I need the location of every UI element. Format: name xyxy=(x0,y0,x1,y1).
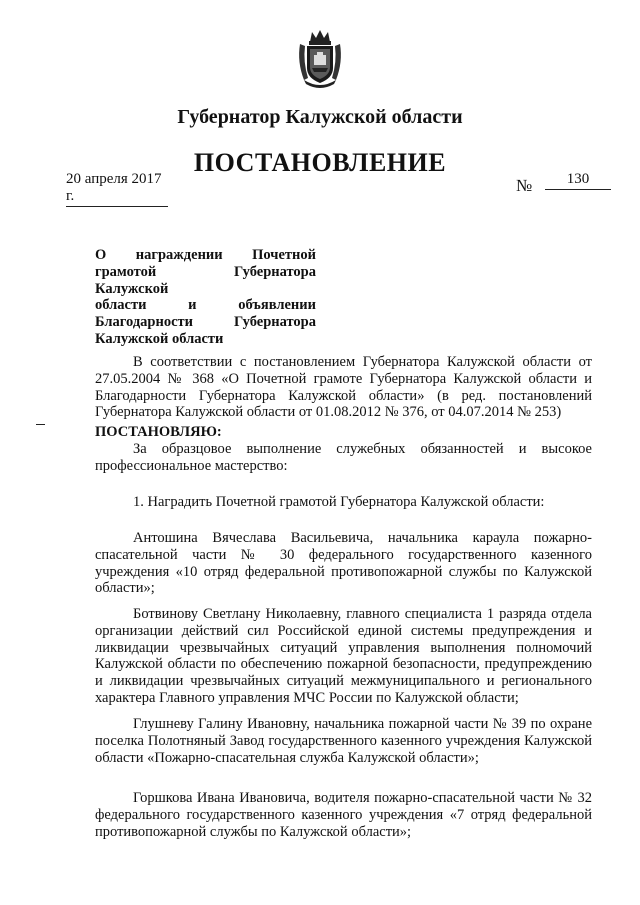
document-date: 20 апреля 2017 г. xyxy=(66,171,168,207)
awardee-paragraph: Глушневу Галину Ивановну, начальника пожарной части № 39 по охране поселка Полотняный Завод государственного казенного учреждения Калужской области «Пожарно-спасательная служба Калужской области»; xyxy=(95,716,592,766)
decree-word: ПОСТАНОВЛЯЮ: xyxy=(95,424,222,440)
coat-of-arms-icon xyxy=(296,28,344,90)
awardee-paragraph: Горшкова Ивана Ивановича, водителя пожарно-спасательной части № 32 федерального государственного казенного учреждения «7 отряд федеральной противопожарной службы по Калужской области»; xyxy=(95,790,592,840)
awardee-paragraph: Ботвинову Светлану Николаевну, главного специалиста 1 разряда отдела организации действий сил Российской единой системы предупреждения и ликвидации чрезвычайных ситуаций управления выполнения полномочий Калужской области по обеспечению пожарной безопасности, предупреждению и ликвидации чрезвычайных ситуаций межмуниципального и регионального характера Главного управления МЧС России по Калужской области; xyxy=(95,606,592,706)
subject-line: Калужской области xyxy=(95,330,224,347)
governor-title: Губернатор Калужской области xyxy=(177,106,463,128)
document-type-title: ПОСТАНОВЛЕНИЕ xyxy=(193,148,447,177)
subject-line: области и объявлении xyxy=(95,297,316,314)
awardee-paragraph: Антошина Вячеслава Васильевича, начальника караула пожарно-спасательной части № 30 федерального государственного казенного учреждения «10 отряд федеральной противопожарной службы по Калужской области»; xyxy=(95,530,592,597)
subject-line: О награждении Почетной xyxy=(95,247,316,263)
document-subject xyxy=(95,247,316,348)
preamble-paragraph: В соответствии с постановлением Губернатора Калужской области от 27.05.2004 № 368 «О Почетной грамоте Губернатора Калужской области и Благодарности Губернатора Калужской области» (в ред. постановлений Губернатора Калужской области от 01.08.2012 № 376, от 04.07.2014 № 253) xyxy=(95,354,592,421)
subject-line: грамотой Губернатора Калужской xyxy=(95,263,316,297)
document-number-label: № xyxy=(516,176,533,195)
document-number: 130 xyxy=(545,171,611,190)
reason-paragraph: За образцовое выполнение служебных обязанностей и высокое профессиональное мастерство: xyxy=(95,441,592,474)
item-1-heading: 1. Наградить Почетной грамотой Губернатора Калужской области: xyxy=(133,494,545,510)
margin-mark xyxy=(36,424,45,425)
subject-line: Благодарности Губернатора xyxy=(95,314,316,331)
